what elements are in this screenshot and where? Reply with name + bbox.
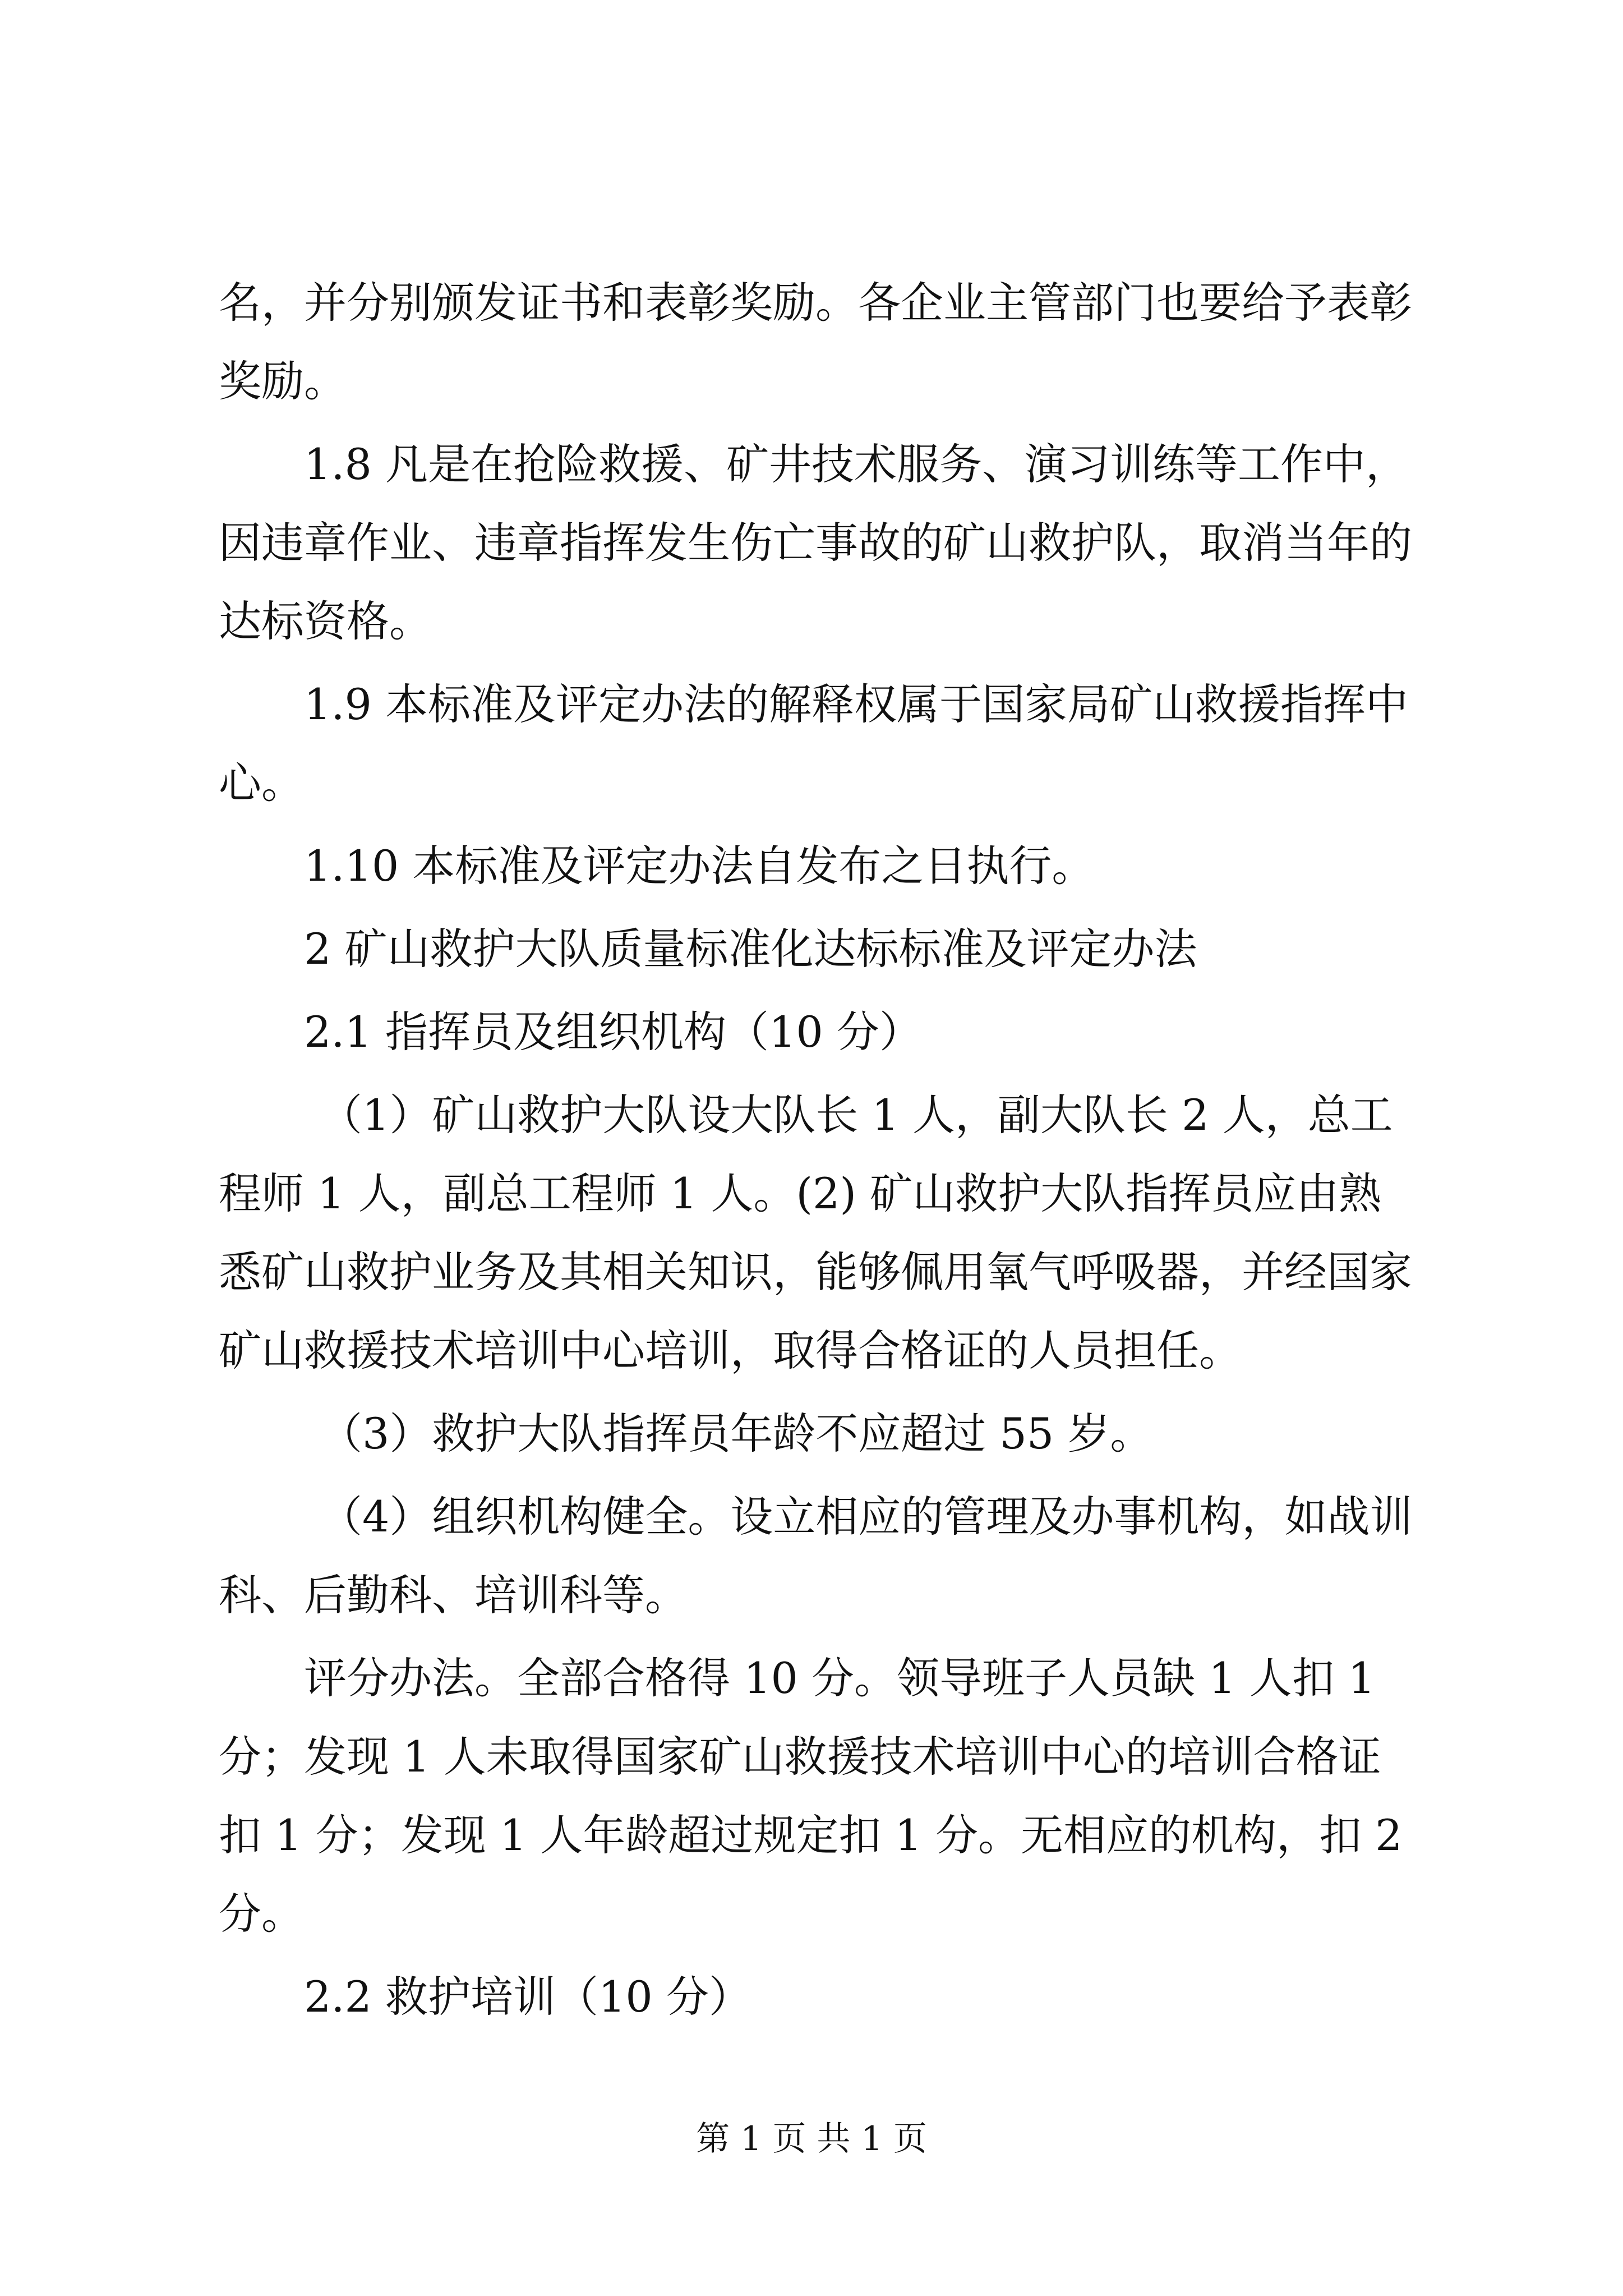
paragraph-1-9: 1.9 本标准及评定办法的解释权属于国家局矿山救援指挥中心。 xyxy=(219,679,1409,808)
paragraph-scoring-method: 评分办法。全部合格得 10 分。领导班子人员缺 1 人扣 1 分；发现 1 人未取得国家矿山救援技术培训中心的培训合格证扣 1 分；发现 1 人年龄超过规定扣 1 分。无相应的机构，扣 2 分。 xyxy=(219,1653,1403,1939)
document-body xyxy=(219,264,1419,2041)
paragraph-item-3: （3）救护大队指挥员年龄不应超过 55 岁。 xyxy=(320,1409,1153,1458)
section-heading-2: 2 矿山救护大队质量标准化达标标准及评定办法 xyxy=(304,924,1197,974)
section-heading-2-1: 2.1 指挥员及组织机构（10 分） xyxy=(304,1007,922,1057)
paragraph-1-8: 1.8 凡是在抢险救援、矿井技术服务、演习训练等工作中，因违章作业、违章指挥发生伤亡事故的矿山救护队，取消当年的达标资格。 xyxy=(219,439,1412,646)
paragraph-item-1-2: （1）矿山救护大队设大队长 1 人，副大队长 2 人，总工程师 1 人，副总工程师 1 人。(2) 矿山救护大队指挥员应由熟悉矿山救护业务及其相关知识，能够佩用氧气呼吸器，并经国家矿山救援技术培训中心培训，取得合格证的人员担任。 xyxy=(219,1090,1412,1375)
section-heading-2-2: 2.2 救护培训（10 分） xyxy=(304,1972,751,2022)
paragraph-1-10: 1.10 本标准及评定办法自发布之日执行。 xyxy=(304,841,1095,891)
page-footer: 第 1 页 共 1 页 xyxy=(696,2119,927,2159)
paragraph-continuation: 名，并分别颁发证书和表彰奖励。各企业主管部门也要给予表彰奖励。 xyxy=(219,278,1412,406)
paragraph-item-4: （4）组织机构健全。设立相应的管理及办事机构，如战训科、后勤科、培训科等。 xyxy=(219,1492,1413,1620)
